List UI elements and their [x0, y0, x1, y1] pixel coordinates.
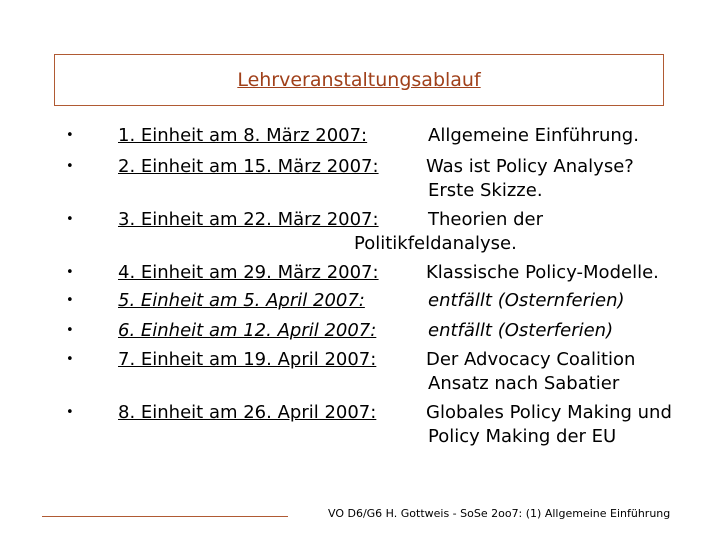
item-description-continued: Ansatz nach Sabatier — [428, 373, 620, 394]
slide-title: Lehrveranstaltungsablauf — [237, 69, 481, 91]
bullet: • — [66, 405, 74, 420]
item-date: 6. Einheit am 12. April 2007: — [118, 320, 377, 341]
title-box — [54, 54, 664, 106]
item-description: entfällt (Osternferien) — [428, 290, 625, 311]
bullet: • — [66, 323, 74, 338]
item-description: Der Advocacy Coalition — [426, 349, 636, 370]
bullet: • — [66, 212, 74, 227]
bullet: • — [66, 265, 74, 280]
item-description: Theorien der — [428, 209, 543, 230]
item-date: 5. Einheit am 5. April 2007: — [118, 290, 365, 311]
item-date: 7. Einheit am 19. April 2007: — [118, 349, 377, 370]
bullet: • — [66, 128, 74, 143]
item-date: 2. Einheit am 15. März 2007: — [118, 156, 379, 177]
bullet: • — [66, 293, 74, 308]
item-description: Globales Policy Making und — [426, 402, 672, 423]
item-description: Klassische Policy-Modelle. — [426, 262, 659, 283]
item-date: 4. Einheit am 29. März 2007: — [118, 262, 379, 283]
footer-divider — [42, 516, 288, 517]
item-description-continued: Politikfeldanalyse. — [354, 233, 517, 254]
item-description: Was ist Policy Analyse? — [426, 156, 634, 177]
item-date: 3. Einheit am 22. März 2007: — [118, 209, 379, 230]
item-date: 8. Einheit am 26. April 2007: — [118, 402, 377, 423]
item-description-continued: Policy Making der EU — [428, 426, 617, 447]
bullet: • — [66, 159, 74, 174]
item-description-continued: Erste Skizze. — [428, 180, 543, 201]
bullet: • — [66, 352, 74, 367]
footer-text: VO D6/G6 H. Gottweis - SoSe 2oo7: (1) Allgemeine Einführung — [328, 507, 671, 520]
item-description: Allgemeine Einführung. — [428, 125, 639, 146]
item-description: entfällt (Osterferien) — [428, 320, 614, 341]
item-date: 1. Einheit am 8. März 2007: — [118, 125, 368, 146]
